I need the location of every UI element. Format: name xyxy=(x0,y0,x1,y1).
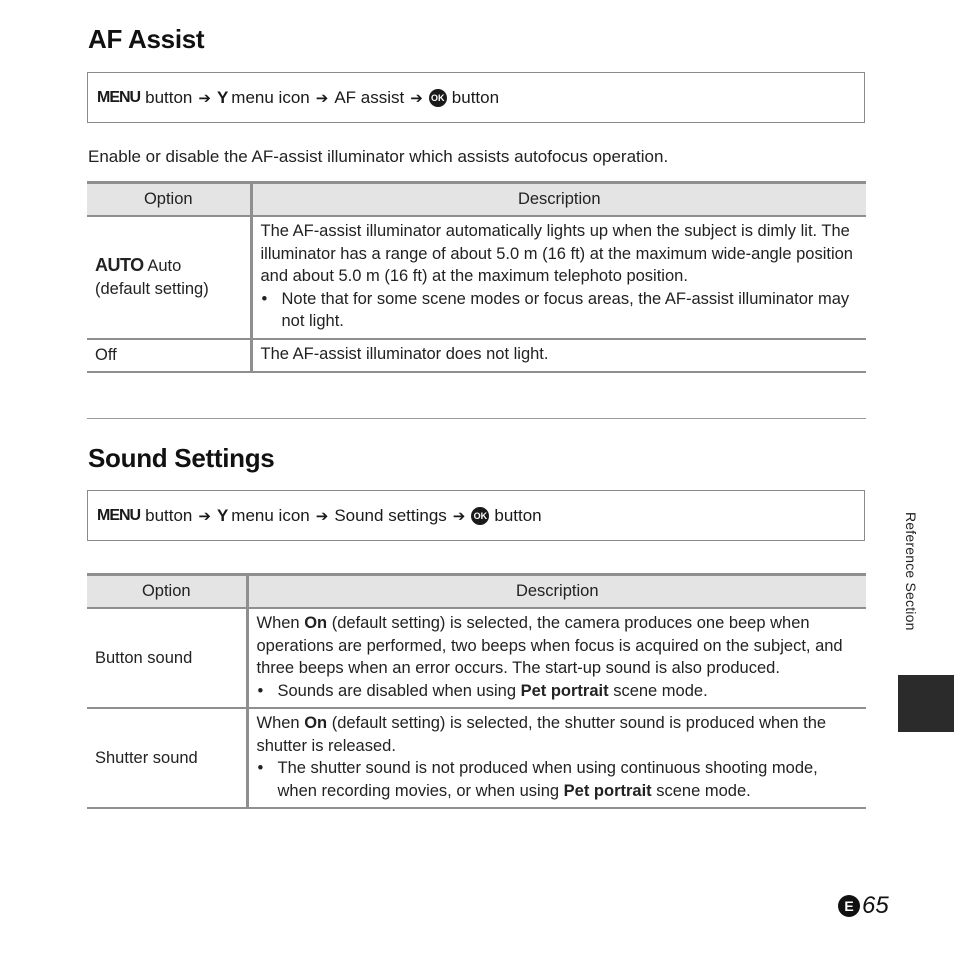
menu-button-label: button xyxy=(145,87,193,107)
note-text: Note that for some scene modes or focus areas, the AF-assist illuminator may not light. xyxy=(281,289,850,330)
table-row xyxy=(87,216,866,339)
menu-item-label: Sound settings xyxy=(334,505,447,525)
note-text xyxy=(278,680,708,703)
af-assist-intro: Enable or disable the AF-assist illuminator which assists autofocus operation. xyxy=(88,147,669,166)
table-header-row xyxy=(87,183,866,217)
ok-button-label: button xyxy=(494,505,542,525)
wrench-icon: Y xyxy=(216,87,229,107)
arrow-right-icon: ➔ xyxy=(198,89,211,107)
ok-button-label: button xyxy=(451,87,500,107)
section-tab-marker xyxy=(898,675,954,732)
text-run: When xyxy=(256,714,305,732)
wrench-icon: Y xyxy=(216,505,229,525)
scene-mode-name: Pet portrait xyxy=(563,781,652,800)
section-side-label: Reference Section xyxy=(903,512,919,631)
bullet-icon: • xyxy=(257,681,264,700)
option-cell: Off xyxy=(87,339,251,372)
column-header-option: Option xyxy=(87,575,247,609)
description-note xyxy=(257,757,857,802)
bullet-icon: • xyxy=(257,759,264,777)
menu-button-icon: MENU xyxy=(97,506,141,524)
text-run: The shutter sound is not produced when using continuous shooting mode, when recording movies, or when using xyxy=(277,759,818,800)
column-header-option: Option xyxy=(87,183,251,217)
arrow-right-icon: ➔ xyxy=(315,89,329,107)
description-note xyxy=(257,680,857,703)
arrow-right-icon: ➔ xyxy=(198,507,211,525)
sound-settings-table xyxy=(87,573,866,809)
option-label: Auto xyxy=(147,257,182,276)
sound-settings-menu-path xyxy=(87,490,865,541)
option-cell: Button sound xyxy=(87,608,247,708)
setting-name: On xyxy=(304,714,328,732)
description-note xyxy=(261,288,857,333)
text-run: (default setting) is selected, the camera produces one beep when operations are performed, two beeps when focus is acquired on the subject, and three beeps when an error occurs. The start-up sound is also produced. xyxy=(256,614,843,677)
column-header-description: Description xyxy=(251,183,866,217)
ok-button-icon: OK xyxy=(429,89,447,107)
menu-button-label: button xyxy=(145,505,193,525)
scene-mode-name: Pet portrait xyxy=(520,681,609,700)
option-sublabel: (default setting) xyxy=(95,279,209,298)
menu-icon-label: menu icon xyxy=(231,87,310,107)
page-number xyxy=(838,892,889,920)
reference-section-icon: E xyxy=(838,895,860,917)
description-cell xyxy=(247,708,866,808)
table-row xyxy=(87,608,866,708)
setting-name: On xyxy=(304,614,328,632)
bullet-icon: • xyxy=(261,289,268,308)
table-row xyxy=(87,708,866,808)
page-number-text: 65 xyxy=(862,892,889,919)
auto-mode-icon: AUTO xyxy=(95,255,144,276)
menu-item-label: AF assist xyxy=(334,87,405,107)
sound-settings-heading: Sound Settings xyxy=(88,443,275,473)
text-run: When xyxy=(256,614,305,632)
arrow-right-icon: ➔ xyxy=(452,507,466,525)
ok-button-icon: OK xyxy=(471,507,489,525)
description-text: The AF-assist illuminator automatically lights up when the subject is dimly lit. The illuminator has a range of about 5.0 m (16 ft) at the maximum wide-angle position and about 5.0 m (16 ft) at the maximum telephoto position. xyxy=(260,222,853,285)
description-cell xyxy=(247,608,866,708)
option-cell: Shutter sound xyxy=(87,708,247,808)
description-text xyxy=(257,712,857,757)
description-cell xyxy=(251,216,866,339)
af-assist-menu-path xyxy=(87,72,865,123)
arrow-right-icon: ➔ xyxy=(315,507,329,525)
description-cell: The AF-assist illuminator does not light. xyxy=(251,339,866,372)
table-header-row xyxy=(87,575,866,609)
af-assist-table xyxy=(87,181,866,373)
arrow-right-icon: ➔ xyxy=(410,89,423,107)
text-run: (default setting) is selected, the shutter sound is produced when the shutter is released. xyxy=(256,714,827,755)
column-header-description: Description xyxy=(247,575,866,609)
menu-icon-label: menu icon xyxy=(231,505,310,525)
table-row xyxy=(87,339,866,372)
text-run: Sounds are disabled when using xyxy=(277,681,521,700)
section-divider xyxy=(87,418,866,419)
af-assist-heading: AF Assist xyxy=(88,24,205,54)
note-text xyxy=(278,757,857,802)
option-cell xyxy=(87,216,251,339)
description-text xyxy=(257,612,857,680)
text-run: scene mode. xyxy=(608,681,708,700)
menu-button-icon: MENU xyxy=(97,88,141,106)
text-run: scene mode. xyxy=(651,781,751,800)
